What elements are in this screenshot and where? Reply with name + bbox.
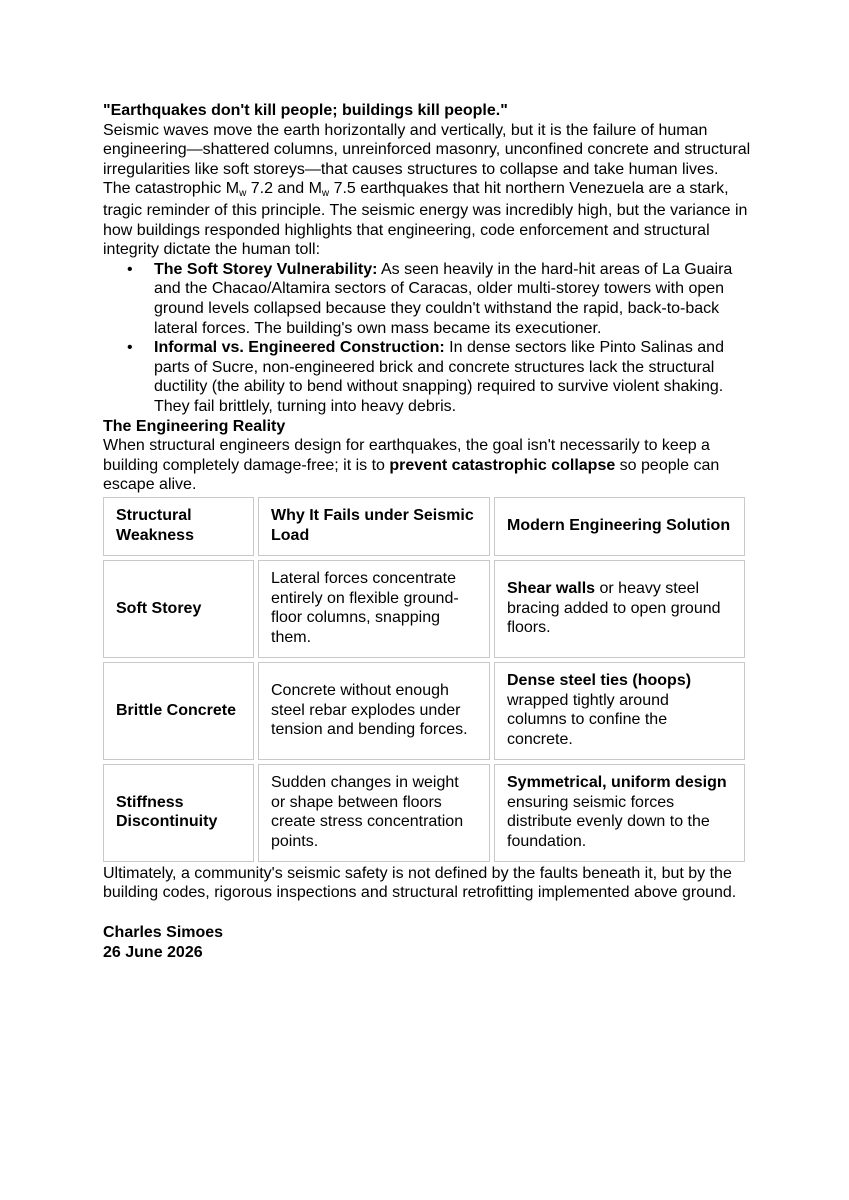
weakness-cell: Brittle Concrete [103, 662, 254, 760]
table-header-cell: Why It Fails under Seismic Load [258, 497, 490, 556]
engineering-text-1: When structural engineers design for earthquakes, the goal isn't necessarily to keep a building completely damage-free; it is to [103, 437, 710, 474]
bullet-text: As seen heavily in the hard-hit areas of La Guaira and the Chacao/Altamira sectors of Caracas, older multi-storey towers with open ground levels collapsed because they couldn't withstand the rapid, back-to-back lateral forces. The building's own mass became its executioner. [154, 260, 733, 337]
solution-cell [494, 764, 745, 862]
weakness-cell: Soft Storey [103, 560, 254, 658]
context-text-1: The catastrophic M [103, 180, 240, 198]
conclusion-paragraph: Ultimately, a community's seismic safety is not defined by the faults beneath it, but by the building codes, rigorous inspections and structural retrofitting implemented above ground. [103, 864, 737, 902]
bullet-title: The Soft Storey Vulnerability: [154, 260, 378, 278]
section-heading: The Engineering Reality [103, 417, 286, 435]
reason-cell: Sudden changes in weight or shape between floors create stress concentration points. [258, 764, 490, 862]
context-text-3: 7.5 earthquakes that hit northern Venezuela are a stark, tragic reminder of this principle. The seismic energy was incredibly high, but the variance in how buildings responded highlights that engineering, code enforcement and structural integrity dictate the human toll: [103, 180, 748, 259]
solution-text: ensuring seismic forces distribute evenly down to the foundation. [507, 793, 710, 850]
opening-quote: "Earthquakes don't kill people; buildings kill people." [103, 102, 508, 119]
solution-cell [494, 662, 745, 760]
weakness-cell: Stiffness Discontinuity [103, 764, 254, 862]
table-row [103, 560, 745, 658]
solution-cell [494, 560, 745, 658]
author-name: Charles Simoes [103, 924, 224, 942]
bullet-list [103, 260, 753, 417]
engineering-emphasis: prevent catastrophic collapse [389, 456, 616, 474]
intro-paragraph: Seismic waves move the earth horizontally and vertically, but it is the failure of human engineering—shattered columns, unreinforced masonry, unconfined concrete and structural irregularities like soft storeys—that causes structures to collapse and take human lives. [103, 121, 751, 178]
solution-bold: Shear walls [507, 579, 596, 597]
bullet-title: Informal vs. Engineered Construction: [154, 339, 445, 357]
table-row [103, 662, 745, 760]
solution-text: wrapped tightly around columns to confine the concrete. [507, 691, 669, 748]
engineering-text-2: so people can escape alive. [103, 456, 720, 494]
solution-text: or heavy steel bracing added to open ground floors. [507, 579, 721, 637]
solution-bold: Symmetrical, uniform design [507, 774, 727, 792]
signature-block [103, 923, 753, 962]
magnitude-subscript: w [239, 188, 247, 200]
bullet-item [154, 260, 753, 338]
engineering-paragraph [103, 436, 753, 495]
publication-date: 26 June 2026 [103, 943, 203, 961]
table-header-row [103, 497, 745, 556]
solution-bold: Dense steel ties (hoops) [507, 672, 692, 690]
table-row [103, 764, 745, 862]
reason-cell: Lateral forces concentrate entirely on flexible ground-floor columns, snapping them. [258, 560, 490, 658]
bullet-item [154, 338, 753, 416]
context-paragraph [103, 179, 753, 259]
document-body [103, 101, 753, 962]
bullet-text: In dense sectors like Pinto Salinas and parts of Sucre, non-engineered brick and concrete structures lack the structural ductility (the ability to bend without snapping) required to survive violent shaking. They fail brittlely, turning into heavy debris. [154, 339, 724, 415]
weakness-table [99, 493, 749, 866]
table-header-cell: Structural Weakness [103, 497, 254, 556]
table-header-cell: Modern Engineering Solution [494, 497, 745, 556]
magnitude-subscript: w [321, 188, 330, 200]
context-text-2: 7.2 and M [246, 180, 322, 198]
reason-cell: Concrete without enough steel rebar explodes under tension and bending forces. [258, 662, 490, 760]
